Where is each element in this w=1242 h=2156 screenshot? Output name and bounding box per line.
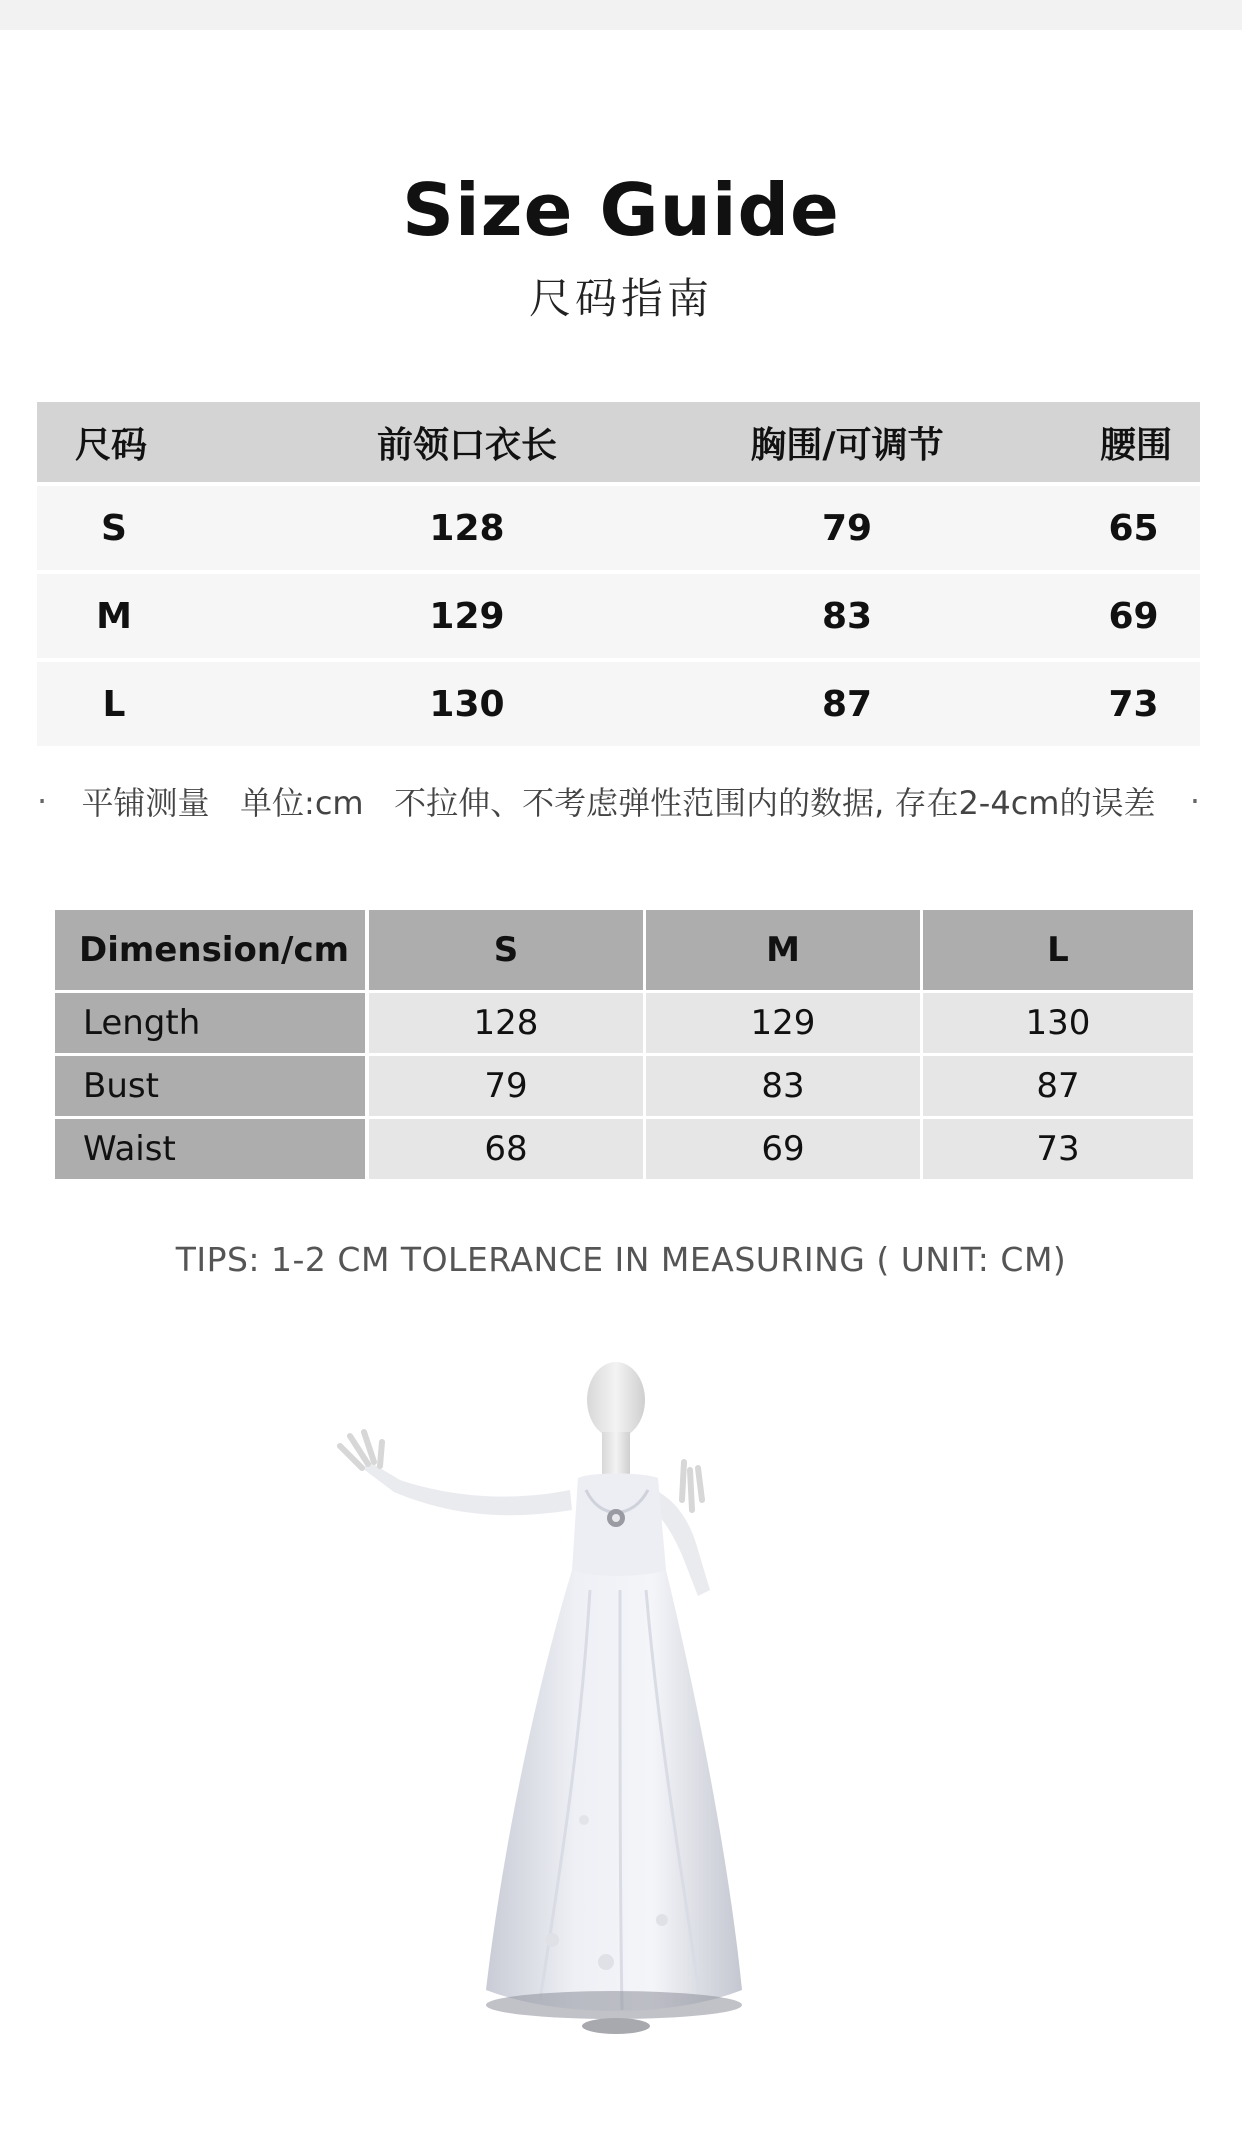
column-header: Dimension/cm: [55, 910, 365, 990]
length-cell: 128: [429, 507, 505, 549]
table-cell: 68: [369, 1119, 643, 1179]
size-cell: M: [96, 595, 132, 637]
column-header: M: [646, 910, 920, 990]
dress-skirt: [486, 1570, 742, 2011]
bullet-dot: ·: [37, 782, 48, 820]
bust-cell: 79: [821, 507, 873, 549]
table-header-row: [55, 910, 1193, 990]
length-cell: 130: [429, 683, 505, 725]
size-cell: S: [101, 507, 127, 549]
table-row: [55, 1119, 1193, 1179]
bust-cell: 87: [821, 683, 873, 725]
table-row: [55, 993, 1193, 1053]
waist-cell: 69: [1108, 595, 1159, 637]
table-row: [37, 662, 1200, 746]
mannequin-head: [587, 1362, 645, 1438]
top-strip: [0, 0, 1242, 30]
waist-cell: 65: [1108, 507, 1159, 549]
table-cell: 128: [369, 993, 643, 1053]
table-cell: 129: [646, 993, 920, 1053]
waist-cell: 73: [1108, 683, 1159, 725]
column-header: 腰围: [1099, 424, 1172, 466]
column-header: 胸围/可调节: [750, 424, 944, 466]
column-header: S: [369, 910, 643, 990]
table-row: [37, 486, 1200, 570]
size-table-cn: [37, 402, 1200, 750]
length-cell: 129: [429, 595, 505, 637]
table-cell: 73: [923, 1119, 1193, 1179]
column-header: 尺码: [75, 424, 148, 466]
row-label: Bust: [55, 1056, 365, 1116]
bust-cell: 83: [821, 595, 873, 637]
page-title: Size Guide: [402, 168, 840, 252]
measurement-note: [37, 778, 1200, 824]
note-text: 平铺测量 单位:cm 不拉伸、不考虑弹性范围内的数据, 存在2-4cm的误差: [81, 784, 1156, 822]
table-cell: 79: [369, 1056, 643, 1116]
table-row: [37, 574, 1200, 658]
column-header: 前领口衣长: [376, 424, 557, 466]
row-label: Length: [55, 993, 365, 1053]
table-header-row: [37, 402, 1200, 482]
column-header: L: [923, 910, 1193, 990]
size-table-en: [55, 910, 1193, 1182]
product-photo: [290, 1350, 770, 2070]
page-subtitle: 尺码指南: [528, 274, 713, 323]
table-cell: 83: [646, 1056, 920, 1116]
size-cell: L: [102, 683, 126, 725]
tolerance-tips: TIPS: 1-2 CM TOLERANCE IN MEASURING ( UNIT: CM): [175, 1240, 1067, 1279]
bullet-dot: ·: [1189, 782, 1200, 820]
table-cell: 87: [923, 1056, 1193, 1116]
row-label: Waist: [55, 1119, 365, 1179]
table-cell: 69: [646, 1119, 920, 1179]
table-cell: 130: [923, 993, 1193, 1053]
table-row: [55, 1056, 1193, 1116]
